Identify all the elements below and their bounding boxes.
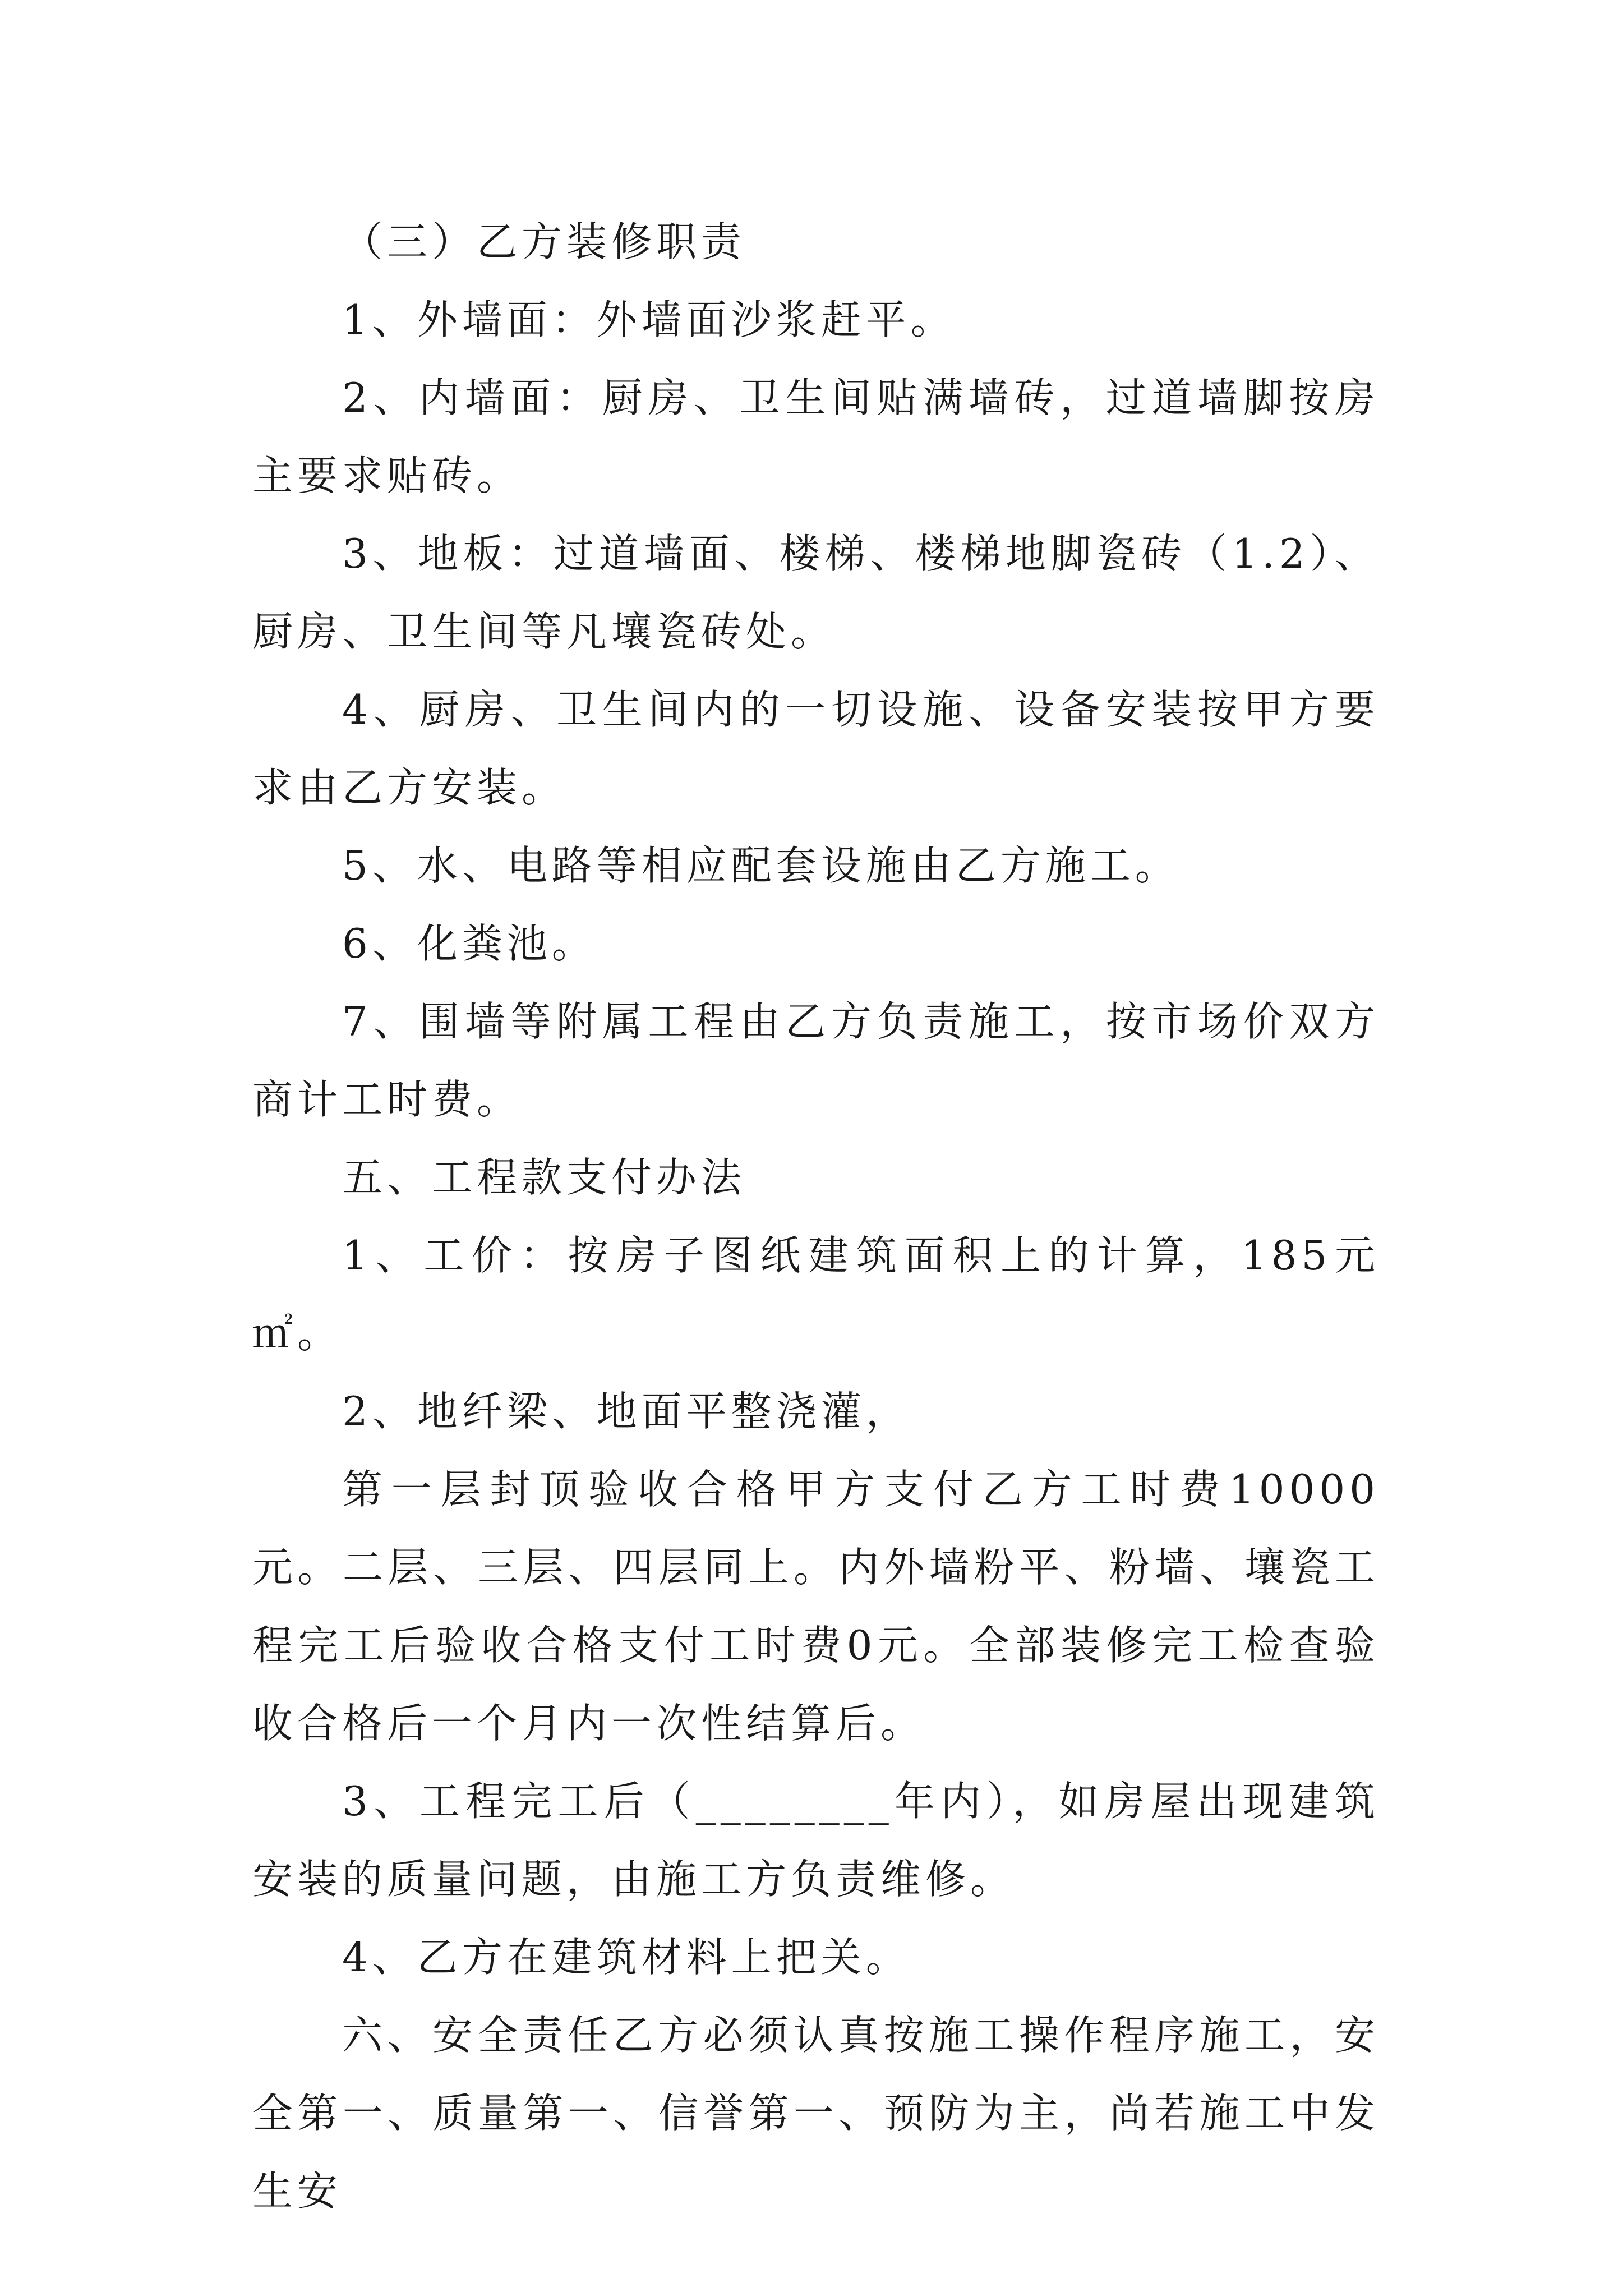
section-heading-decoration-duties: （三）乙方装修职责 (342, 218, 746, 265)
clause-exterior-wall: 1、外墙面：外墙面沙浆赶平。 (342, 296, 956, 343)
clause-water-electric: 5、水、电路等相应配套设施由乙方施工。 (342, 842, 1180, 889)
clause-septic-tank: 6、化粪池。 (342, 920, 597, 967)
clause-warranty: 3、工程完工后（________年内），如房屋出现建筑安装的质量问题，由施工方负责维修。 (252, 1778, 1380, 1903)
clause-enclosure-wall: 7、围墙等附属工程由乙方负责施工，按市场价双方商计工时费。 (252, 998, 1380, 1123)
clause-payment-schedule: 第一层封顶验收合格甲方支付乙方工时费10000元。二层、三层、四层同上。内外墙粉平、粉墙、壤瓷工程完工后验收合格支付工时费0元。全部装修完工检查验收合格后一个月内一次性结算后。 (252, 1466, 1380, 1747)
clause-floor: 3、地板：过道墙面、楼梯、楼梯地脚瓷砖（1.2）、厨房、卫生间等凡壤瓷砖处。 (252, 530, 1380, 655)
clause-unit-price: 1、工价：按房子图纸建筑面积上的计算，185元㎡。 (252, 1232, 1380, 1357)
clause-materials: 4、乙方在建筑材料上把关。 (342, 1934, 911, 1981)
clause-ground-beam: 2、地纤梁、地面平整浇灌， (342, 1388, 911, 1435)
section-heading-safety: 六、安全责任乙方必须认真按施工操作程序施工，安全第一、质量第一、信誉第一、预防为主，尚若施工中发生安 (252, 2012, 1380, 2215)
clause-kitchen-bathroom: 4、厨房、卫生间内的一切设施、设备安装按甲方要求由乙方安装。 (252, 686, 1380, 811)
clause-interior-wall: 2、内墙面：厨房、卫生间贴满墙砖，过道墙脚按房主要求贴砖。 (252, 374, 1380, 499)
section-heading-payment: 五、工程款支付办法 (342, 1154, 746, 1201)
document-page (252, 203, 1380, 2230)
